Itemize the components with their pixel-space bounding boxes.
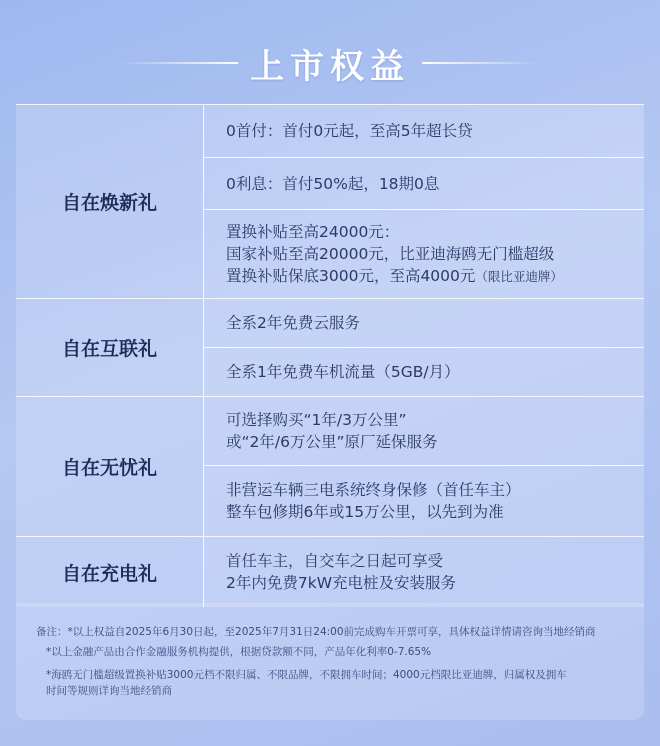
benefit-item bbox=[204, 299, 644, 348]
footnote: *以上金融产品由合作金融服务机构提供，根据贷款额不同，产品年化利率0-7.65% bbox=[46, 646, 432, 658]
benefit-line: 国家补贴至高20000元，比亚迪海鸥无门槛超级 bbox=[226, 244, 555, 263]
section-connect bbox=[16, 299, 644, 397]
benefit-line: 可选择购买“1年/3万公里” bbox=[226, 411, 407, 429]
benefit-line: 置换补贴至高24000元： bbox=[226, 222, 400, 241]
section-label: 自在充电礼 bbox=[16, 537, 204, 607]
benefit-line: 2年内免费7kW充电桩及安装服务 bbox=[226, 574, 457, 592]
footnotes bbox=[16, 603, 644, 720]
benefit-text: 0利息：首付50%起，18期0息 bbox=[226, 174, 440, 193]
title-divider-right bbox=[422, 62, 542, 64]
benefit-item bbox=[204, 397, 644, 466]
title-divider-left bbox=[118, 62, 238, 64]
benefits-table bbox=[16, 104, 644, 607]
benefit-note: （限比亚迪牌） bbox=[475, 268, 563, 284]
benefit-item bbox=[204, 537, 644, 607]
footnote: 时间等规则详询当地经销商 bbox=[46, 685, 172, 697]
benefit-line: 或“2年/6万公里”原厂延保服务 bbox=[226, 433, 438, 451]
section-label: 自在无忧礼 bbox=[16, 397, 204, 536]
benefit-line: 非营运车辆三电系统终身保修（首任车主） bbox=[226, 481, 521, 499]
benefit-text: 全系2年免费云服务 bbox=[226, 314, 360, 332]
section-renewal bbox=[16, 105, 644, 299]
benefit-item bbox=[204, 105, 644, 158]
section-label: 自在焕新礼 bbox=[16, 105, 204, 298]
benefit-item bbox=[204, 210, 644, 298]
benefit-line: 置换补贴保底3000元，至高4000元（限比亚迪牌） bbox=[226, 266, 563, 285]
benefit-line: 整车包修期6年或15万公里，以先到为准 bbox=[226, 503, 504, 521]
benefit-item bbox=[204, 158, 644, 210]
benefit-line: 首任车主，自交车之日起可享受 bbox=[226, 552, 444, 570]
benefit-text: 全系1年免费车机流量（5GB/月） bbox=[226, 363, 460, 381]
benefit-item bbox=[204, 466, 644, 536]
section-worry-free bbox=[16, 397, 644, 537]
header bbox=[0, 38, 660, 88]
footnote: 备注：*以上权益自2025年6月30日起，至2025年7月31日24:00前完成购车开票可享，具体权益详情请咨询当地经销商 bbox=[36, 626, 596, 638]
section-charging bbox=[16, 537, 644, 607]
footnote: *海鸥无门槛超级置换补贴3000元档不限归属、不限品牌，不限拥车时间；4000元档限比亚迪牌，归属权及拥车 bbox=[46, 669, 567, 681]
section-label: 自在互联礼 bbox=[16, 299, 204, 396]
page-title: 上市权益 bbox=[250, 46, 410, 87]
benefit-item bbox=[204, 348, 644, 396]
benefit-text: 0首付：首付0元起，至高5年超长贷 bbox=[226, 122, 473, 140]
